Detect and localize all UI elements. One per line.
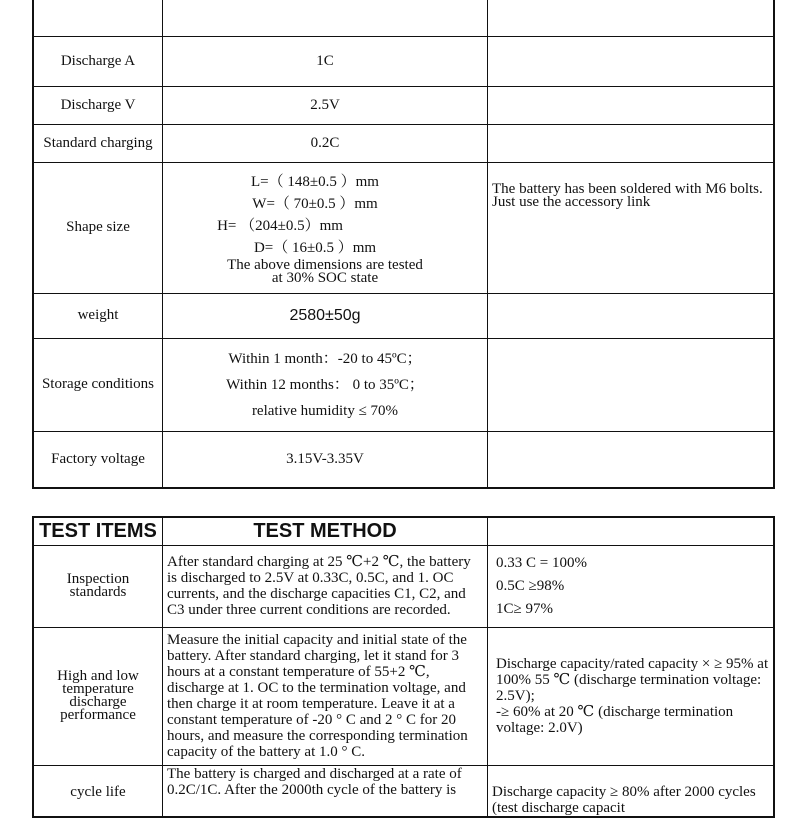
shape-note: The above dimensions are tested at 30% SOC state bbox=[227, 256, 423, 286]
spec-row-storage bbox=[33, 338, 774, 431]
spec-label bbox=[33, 0, 163, 36]
spec-value: 0.2C bbox=[163, 124, 488, 162]
spec-value: 2.5V bbox=[163, 86, 488, 124]
spec-label: Discharge V bbox=[33, 86, 163, 124]
spec-note bbox=[488, 338, 775, 431]
test-result-line: 0.33 C = 100% bbox=[496, 554, 587, 571]
spec-value: 1C bbox=[163, 36, 488, 86]
spec-row-standard-charging bbox=[33, 124, 774, 162]
spec-row-discharge-a bbox=[33, 36, 774, 86]
storage-line: relative humidity ≤ 70% bbox=[251, 402, 399, 419]
spec-row-factory-voltage bbox=[33, 431, 774, 488]
shape-length: L=（ 148±0.5 ）mm bbox=[251, 173, 379, 190]
header-test-method: TEST METHOD bbox=[163, 517, 488, 545]
spec-label: Discharge A bbox=[33, 36, 163, 86]
shape-height: H= （204±0.5）mm bbox=[217, 217, 343, 234]
test-item-label: Inspection standards bbox=[33, 545, 163, 627]
spec-row-discharge-v bbox=[33, 86, 774, 124]
test-results bbox=[488, 765, 775, 817]
shape-depth: D=（ 16±0.5 ）mm bbox=[253, 239, 377, 256]
spec-value bbox=[163, 0, 488, 36]
test-item-label: cycle life bbox=[33, 765, 163, 817]
test-results bbox=[488, 545, 775, 627]
test-result-line: Discharge capacity ≥ 80% after 2000 cycles (test discharge capacit bbox=[492, 783, 756, 816]
storage-values bbox=[163, 338, 488, 431]
spec-label: Storage conditions bbox=[33, 338, 163, 431]
spec-label: Standard charging bbox=[33, 124, 163, 162]
test-row-inspection bbox=[33, 545, 774, 627]
test-result-line: -≥ 60% at 20 ℃ (discharge termination voltage: 2.0V) bbox=[496, 704, 734, 736]
spec-label: weight bbox=[33, 293, 163, 338]
test-result-line: Discharge capacity/rated capacity × ≥ 95% at 100% 55 ℃ (discharge termination voltage: 2.5V); bbox=[496, 656, 769, 704]
spec-note bbox=[488, 86, 775, 124]
spec-row-weight bbox=[33, 293, 774, 338]
storage-line: Within 12 months： 0 to 35ºC； bbox=[226, 376, 424, 393]
test-items-table bbox=[32, 516, 775, 818]
spec-note bbox=[488, 36, 775, 86]
storage-line: Within 1 month：-20 to 45ºC； bbox=[228, 350, 422, 367]
spec-note bbox=[488, 431, 775, 488]
shape-size-values bbox=[163, 162, 488, 293]
test-results bbox=[488, 627, 775, 765]
spec-label: Factory voltage bbox=[33, 431, 163, 488]
test-row-temperature bbox=[33, 627, 774, 765]
test-table-header bbox=[33, 517, 774, 545]
spec-note: The battery has been soldered with M6 bolts. Just use the accessory link bbox=[488, 162, 775, 293]
spec-label: Shape size bbox=[33, 162, 163, 293]
spec-value: 2580±50g bbox=[163, 293, 488, 338]
spec-value: 3.15V-3.35V bbox=[163, 431, 488, 488]
battery-spec-table bbox=[32, 0, 775, 489]
spec-row-shape-size bbox=[33, 162, 774, 293]
test-method-text: After standard charging at 25 ℃+2 ℃, the battery is discharged to 2.5V at 0.33C, 0.5C, and 1. OC currents, and the discharge capacities C1, C2, and C3 under three current conditions are recorded. bbox=[163, 545, 488, 627]
spec-note bbox=[488, 0, 775, 36]
spec-note bbox=[488, 293, 775, 338]
shape-width: W=（ 70±0.5 ）mm bbox=[252, 195, 378, 212]
header-result bbox=[488, 517, 775, 545]
test-item-label: High and low temperature discharge performance bbox=[33, 627, 163, 765]
test-method-text: The battery is charged and discharged at a rate of 0.2C/1C. After the 2000th cycle of the battery is bbox=[163, 765, 488, 817]
test-row-cycle-life bbox=[33, 765, 774, 817]
spec-note bbox=[488, 124, 775, 162]
spec-row-top bbox=[33, 0, 774, 36]
test-method-text: Measure the initial capacity and initial state of the battery. After standard charging, let it stand for 3 hours at a constant temperature of 55+2 ℃, discharge at 1. OC to the termination voltage, and then charge it at room temperature. Leave it at a constant temperature of -20 ° C and 2 ° C for 20 hours, and measure the corresponding termination capacity of the battery at 1.0 ° C. bbox=[163, 627, 488, 765]
test-result-line: 0.5C ≥98% bbox=[496, 577, 565, 594]
test-result-line: 1C≥ 97% bbox=[496, 600, 553, 617]
header-test-items: TEST ITEMS bbox=[33, 517, 163, 545]
